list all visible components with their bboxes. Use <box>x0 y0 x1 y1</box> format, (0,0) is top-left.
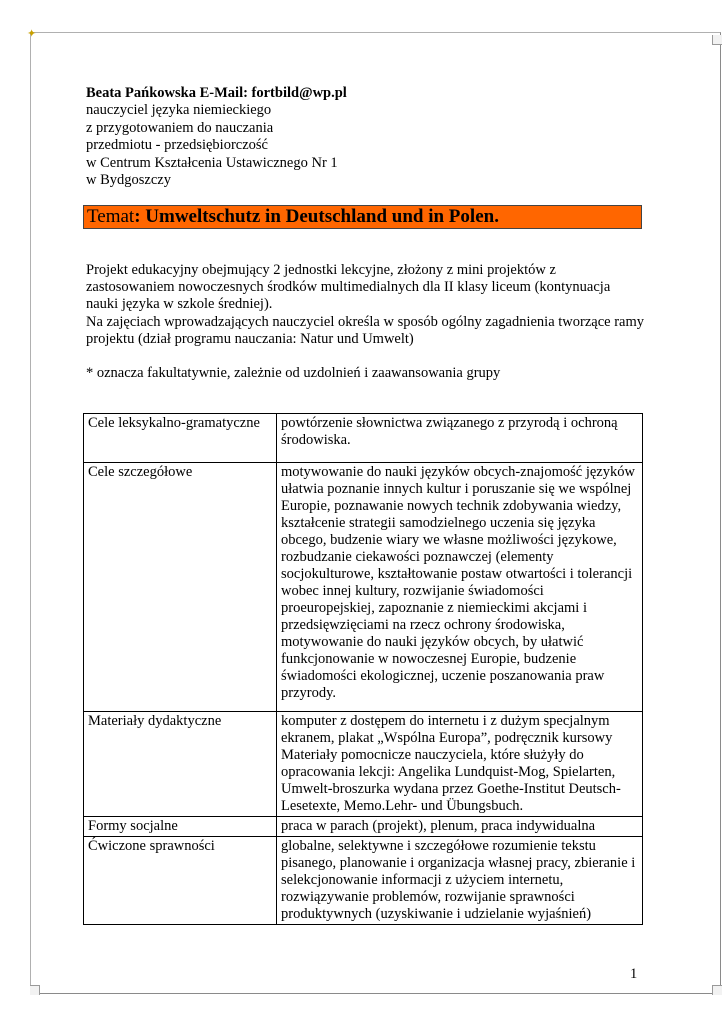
row-label: Cele leksykalno-gramatyczne <box>84 414 277 463</box>
row-content: powtórzenie słownictwa związanego z przyrodą i ochroną środowiska. <box>277 414 643 463</box>
row-content: motywowanie do nauki języków obcych-znajomość języków ułatwia poznanie innych kultur i poruszanie się we wspólnej Europie, poznawanie nowych technik zdobywania wiedzy, kształcenie strategii samodzielnego uczenia się języka obcego, budzenie wiary we własne możliwości językowe, rozbudzanie ciekawości poznawczej (elementy socjokulturowe, kształtowanie postaw otwartości i tolerancji wobec innej kultury, rozwijanie świadomości proeuropejskiej, zapoznanie z niemieckimi akcjami i przedsięwzięciami na rzecz ochrony środowiska, motywowanie do nauki języków obcych, by ułatwić funkcjonowanie w nowoczesnej Europie, budzenie świadomości ekologicznej, uczenie poszanowania praw przyrody. <box>277 463 643 712</box>
header-line: z przygotowaniem do nauczania <box>86 119 274 136</box>
row-label: Formy socjalne <box>84 817 277 837</box>
header-line: w Bydgoszczy <box>86 172 171 189</box>
lesson-plan-table <box>83 413 643 925</box>
row-label: Cele szczegółowe <box>84 463 277 712</box>
title-topic: : Umweltschutz in Deutschland und in Polen. <box>134 206 499 227</box>
table-row <box>84 837 643 925</box>
table-row <box>84 463 643 712</box>
intro-paragraph-2: Na zajęciach wprowadzających nauczyciel określa w sposób ogólny zagadnienia tworzące ramy projektu (dział programu nauczania: Natur und Umwelt) <box>86 313 644 347</box>
author-line: Beata Pańkowska E-Mail: fortbild@wp.pl <box>86 85 347 101</box>
author-header <box>86 85 347 189</box>
page-corner-bottom-right <box>712 985 722 995</box>
header-line: w Centrum Kształcenia Ustawicznego Nr 1 <box>86 154 338 171</box>
table-row <box>84 414 643 463</box>
table-row <box>84 712 643 817</box>
row-label: Materiały dydaktyczne <box>84 712 277 817</box>
page-corner-top-right <box>712 35 722 45</box>
corner-marker-icon: ✦ <box>27 28 37 40</box>
page-number: 1 <box>630 966 638 982</box>
row-content: praca w parach (projekt), plenum, praca indywidualna <box>277 817 643 837</box>
topic-title <box>83 205 642 229</box>
header-line: przedmiotu - przedsiębiorczość <box>86 137 268 154</box>
intro-section <box>86 262 646 382</box>
header-line: nauczyciel języka niemieckiego <box>86 102 272 119</box>
row-label: Ćwiczone sprawności <box>84 837 277 925</box>
intro-note: * oznacza fakultatywnie, zależnie od uzdolnień i zaawansowania grupy <box>86 365 501 382</box>
row-content: globalne, selektywne i szczegółowe rozumienie tekstu pisanego, planowanie i organizacja własnej pracy, zbieranie i selekcjonowanie informacji z użyciem internetu, rozwiązywanie problemów, rozwijanie sprawności produktywnych (uzyskiwanie i udzielanie wyjaśnień) <box>277 837 643 925</box>
intro-paragraph-1: Projekt edukacyjny obejmujący 2 jednostki lekcyjne, złożony z mini projektów z zastosowaniem nowoczesnych środków multimedialnych dla II klasy liceum (kontynuacja nauki języka w szkole średniej). <box>86 262 611 313</box>
page-corner-bottom-left <box>30 985 40 995</box>
title-prefix: Temat <box>87 206 135 227</box>
table-row <box>84 817 643 837</box>
row-content: komputer z dostępem do internetu i z dużym specjalnym ekranem, plakat „Wspólna Europa”, podręcznik kursowy Materiały pomocnicze nauczyciela, które służyły do opracowania lekcji: Angelika Lundquist-Mog, Spielarten, Umwelt-broszurka wydana przez Goethe-Institut Deutsch-Lesetexte, Memo.Lehr- und Übungsbuch. <box>277 712 643 817</box>
